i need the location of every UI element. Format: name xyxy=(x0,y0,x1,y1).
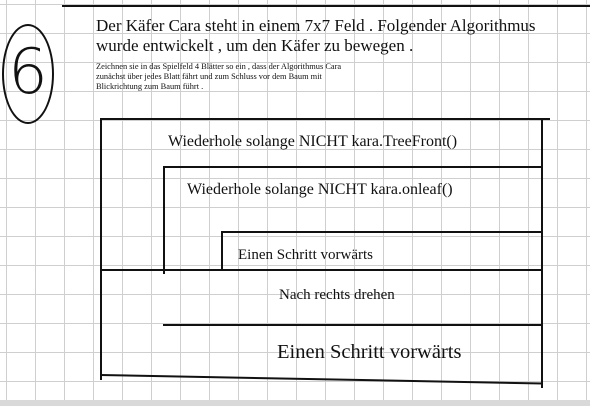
task-number: 6 xyxy=(8,35,48,108)
task-note-2: zunächst über jedes Blatt fährt und zum Schluss vor dem Baum mit xyxy=(96,72,322,81)
step-inner-label: Einen Schritt vorwärts xyxy=(238,247,373,263)
task-instruction xyxy=(96,62,476,92)
step-outer-label: Einen Schritt vorwärts xyxy=(277,341,462,363)
outer-top-line xyxy=(100,118,550,120)
turn-separator-line xyxy=(163,324,543,326)
task-note-1: Zeichnen sie in das Spielfeld 4 Blätter so ein , dass der Algorithmus Cara xyxy=(96,62,342,71)
turn-label: Nach rechts drehen xyxy=(279,287,395,303)
outer-right-line xyxy=(541,118,543,388)
inner-top-line xyxy=(163,166,543,168)
inner-loop-end-line xyxy=(100,269,543,271)
outer-left-line xyxy=(100,118,102,380)
outer-loop-label: Wiederhole solange NICHT kara.TreeFront() xyxy=(168,133,458,150)
task-number-circle xyxy=(2,24,54,124)
task-description xyxy=(96,16,576,56)
task-note-3: Blickrichtung zum Baum führt . xyxy=(96,82,204,91)
task-line-2: wurde entwickelt , um den Käfer zu bewegen . xyxy=(96,36,414,55)
step-top-line xyxy=(221,231,543,233)
top-rule xyxy=(62,5,590,7)
step-left-line xyxy=(221,231,223,269)
bottom-strip xyxy=(0,400,590,406)
inner-loop-label: Wiederhole solange NICHT kara.onleaf() xyxy=(187,181,453,198)
inner-left-line xyxy=(163,166,165,274)
task-line-1: Der Käfer Cara steht in einem 7x7 Feld . Folgender Algorithmus xyxy=(96,16,536,35)
outer-bottom-line xyxy=(100,374,543,385)
